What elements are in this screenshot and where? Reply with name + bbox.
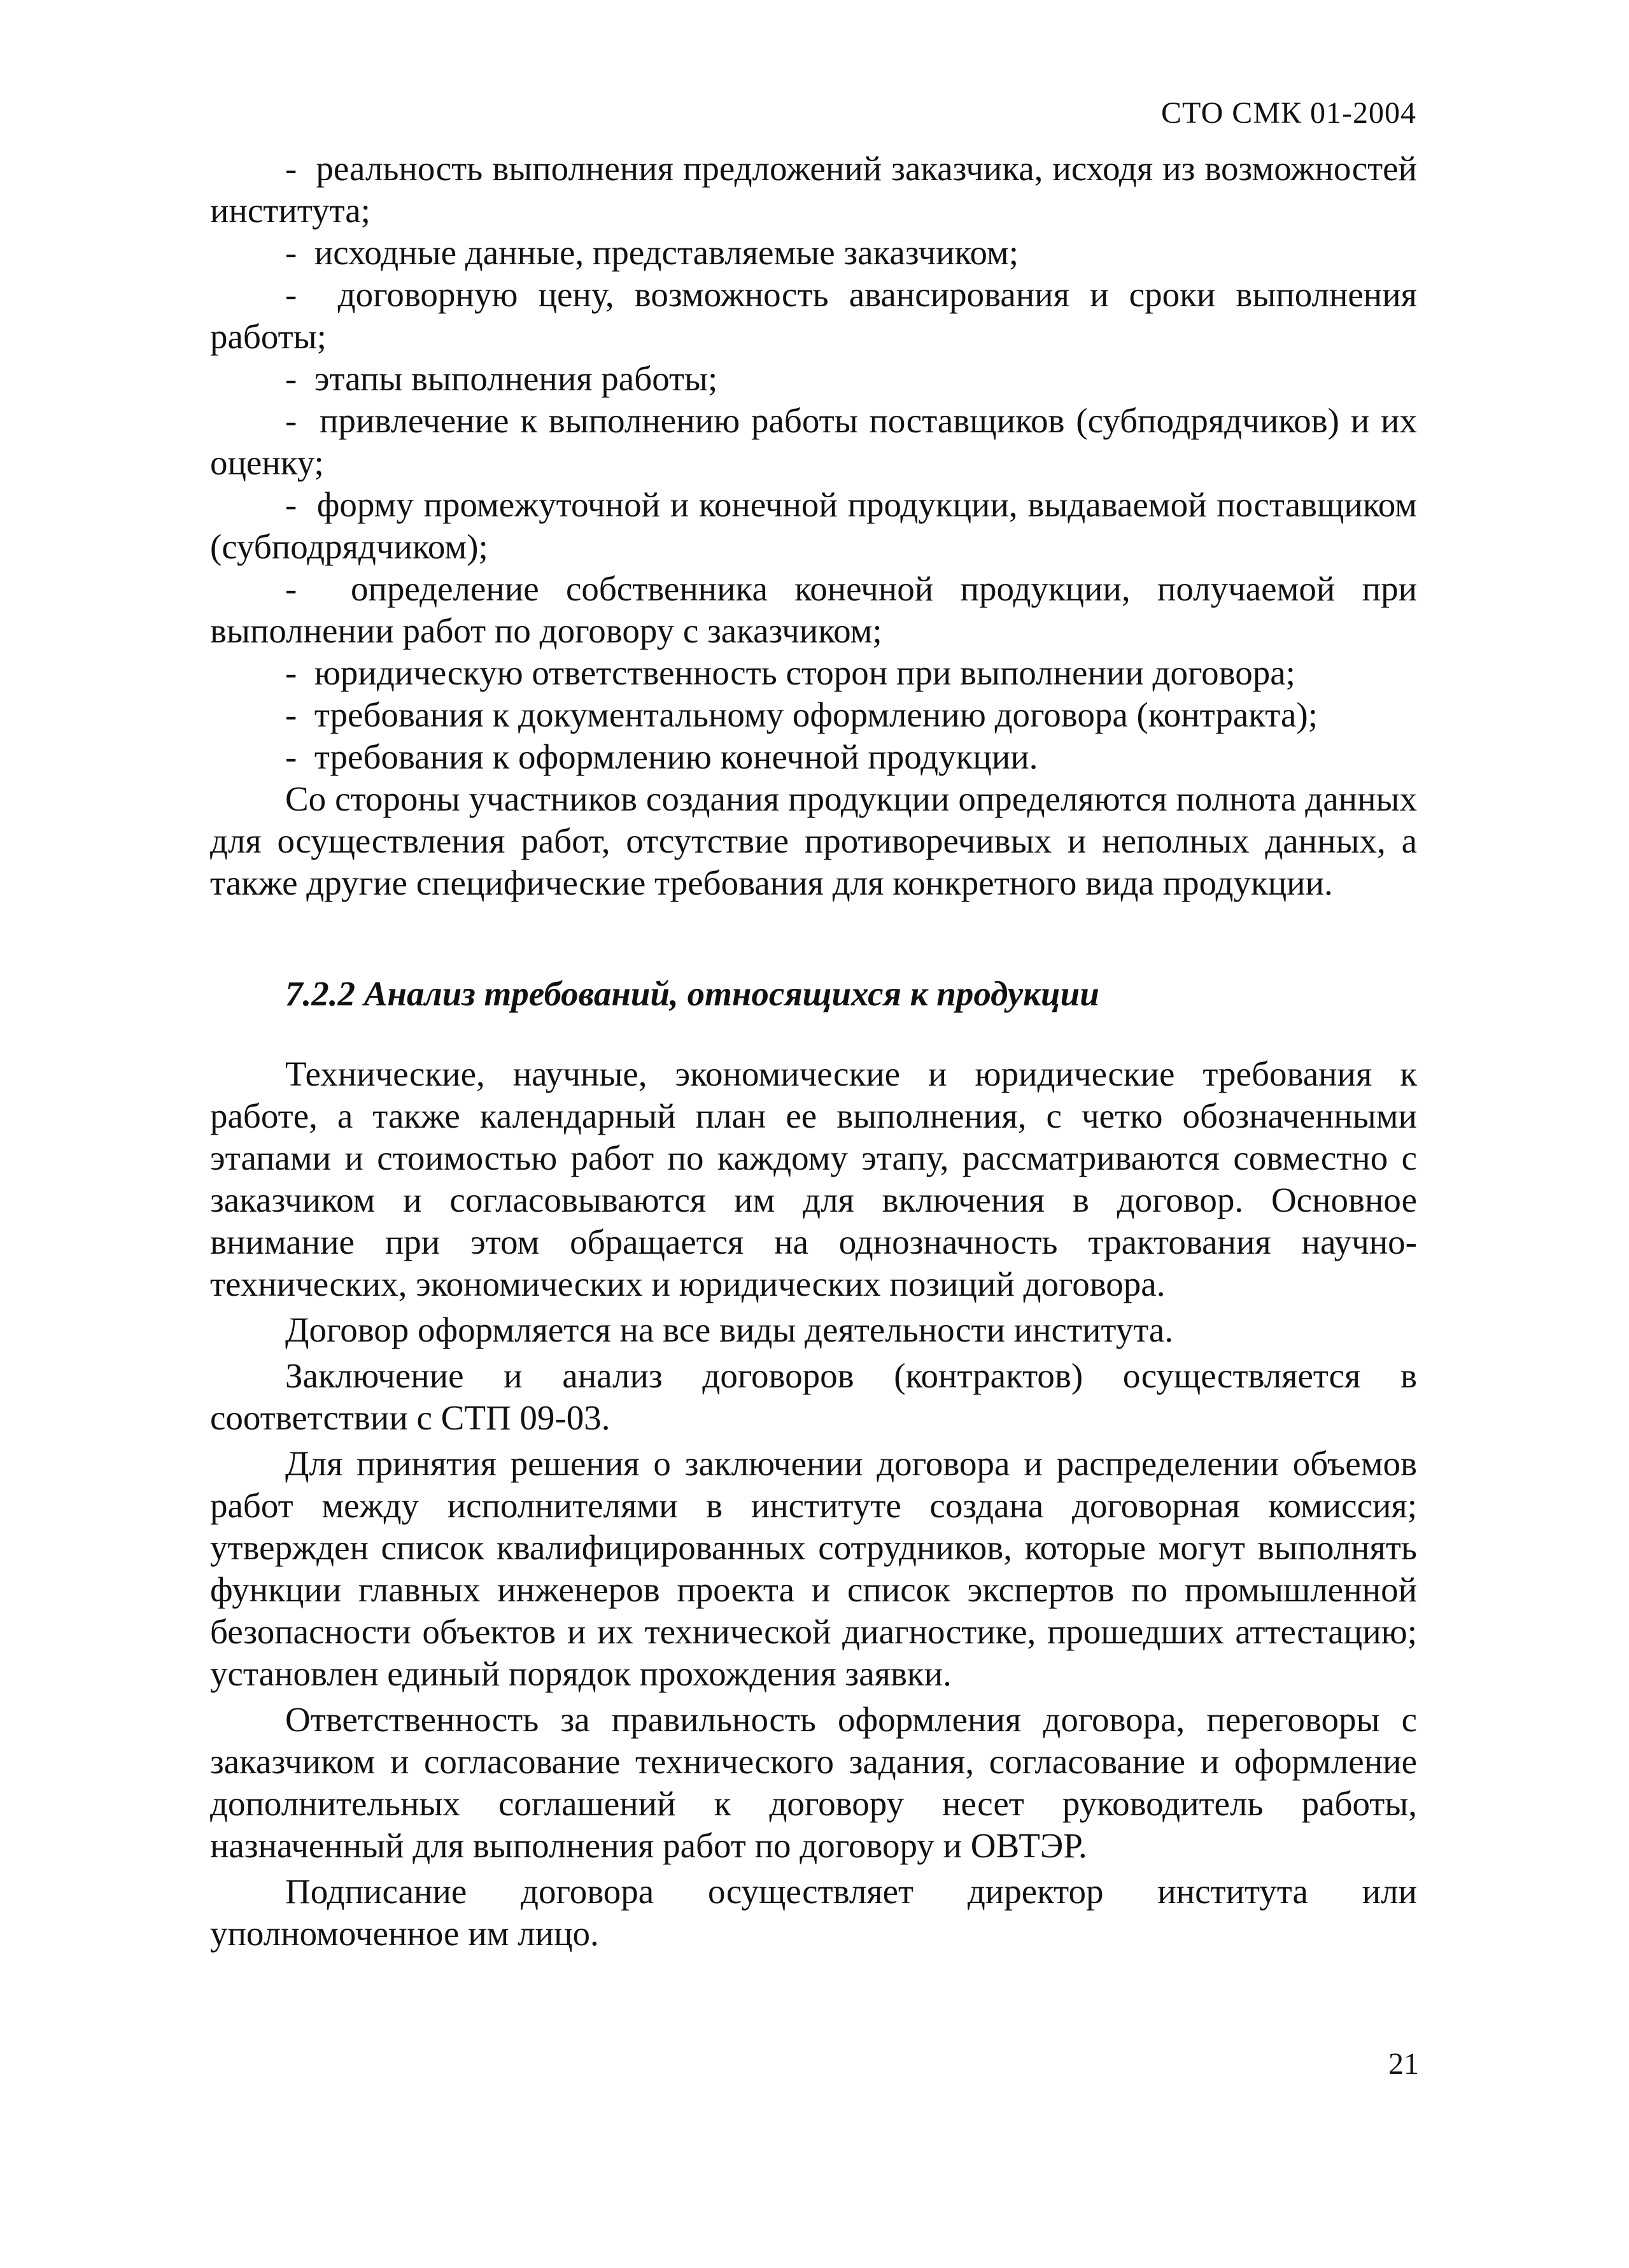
list-item: - юридическую ответственность сторон при выполнении договора; <box>210 652 1417 694</box>
document-code: СТО СМК 01-2004 <box>1160 96 1416 130</box>
paragraph: Заключение и анализ договоров (контрактов) осуществляется в соответствии с СТП 09-03. <box>210 1356 1417 1437</box>
intro-paragraph: Со стороны участников создания продукции определяются полнота данных для осуществления работ, отсутствие противоречивых и неполных данных, а также другие специфические требования для конкретного вида продукции. <box>210 779 1417 902</box>
list-item: - определение собственника конечной продукции, получаемой при выполнении работ по договору с заказчиком; <box>210 568 1417 652</box>
list-item: - привлечение к выполнению работы поставщиков (субподрядчиков) и их оценку; <box>210 400 1417 484</box>
list-item: - этапы выполнения работы; <box>210 358 1417 400</box>
paragraph: Подписание договора осуществляет директор института или уполномоченное им лицо. <box>210 1872 1417 1953</box>
paragraph: Договор оформляется на все виды деятельности института. <box>285 1310 1174 1349</box>
list-item: - требования к документальному оформлению договора (контракта); <box>210 694 1417 736</box>
list-item: - реальность выполнения предложений заказчика, исходя из возможностей института; <box>210 148 1417 232</box>
list-item: - договорную цену, возможность авансирования и сроки выполнения работы; <box>210 274 1417 358</box>
list-item: - требования к оформлению конечной продукции. <box>210 736 1417 778</box>
list-item: - форму промежуточной и конечной продукции, выдаваемой поставщиком (субподрядчиком); <box>210 484 1417 568</box>
document-body <box>210 148 1417 1955</box>
section-heading: 7.2.2 Анализ требований, относящихся к продукции <box>285 974 1099 1013</box>
list-item: - исходные данные, представляемые заказчиком; <box>210 232 1417 274</box>
page-number: 21 <box>1388 2047 1419 2081</box>
paragraph: Для принятия решения о заключении договора и распределении объемов работ между исполнителями в институте создана договорная комиссия; утвержден список квалифицированных сотрудников, которые могут выполнять функции главных инженеров проекта и список экспертов по промышленной безопасности объектов и их технической диагностике, прошедших аттестацию; установлен единый порядок прохождения заявки. <box>210 1444 1417 1693</box>
paragraph: Ответственность за правильность оформления договора, переговоры с заказчиком и согласование технического задания, согласование и оформление дополнительных соглашений к договору несет руководитель работы, назначенный для выполнения работ по договору и ОВТЭР. <box>210 1700 1417 1865</box>
paragraph: Технические, научные, экономические и юридические требования к работе, а также календарный план ее выполнения, с четко обозначенными этапами и стоимостью работ по каждому этапу, рассматриваются совместно с заказчиком и согласовываются им для включения в договор. Основное внимание при этом обращается на однозначность трактования научно-технических, экономических и юридических позиций договора. <box>210 1054 1417 1303</box>
